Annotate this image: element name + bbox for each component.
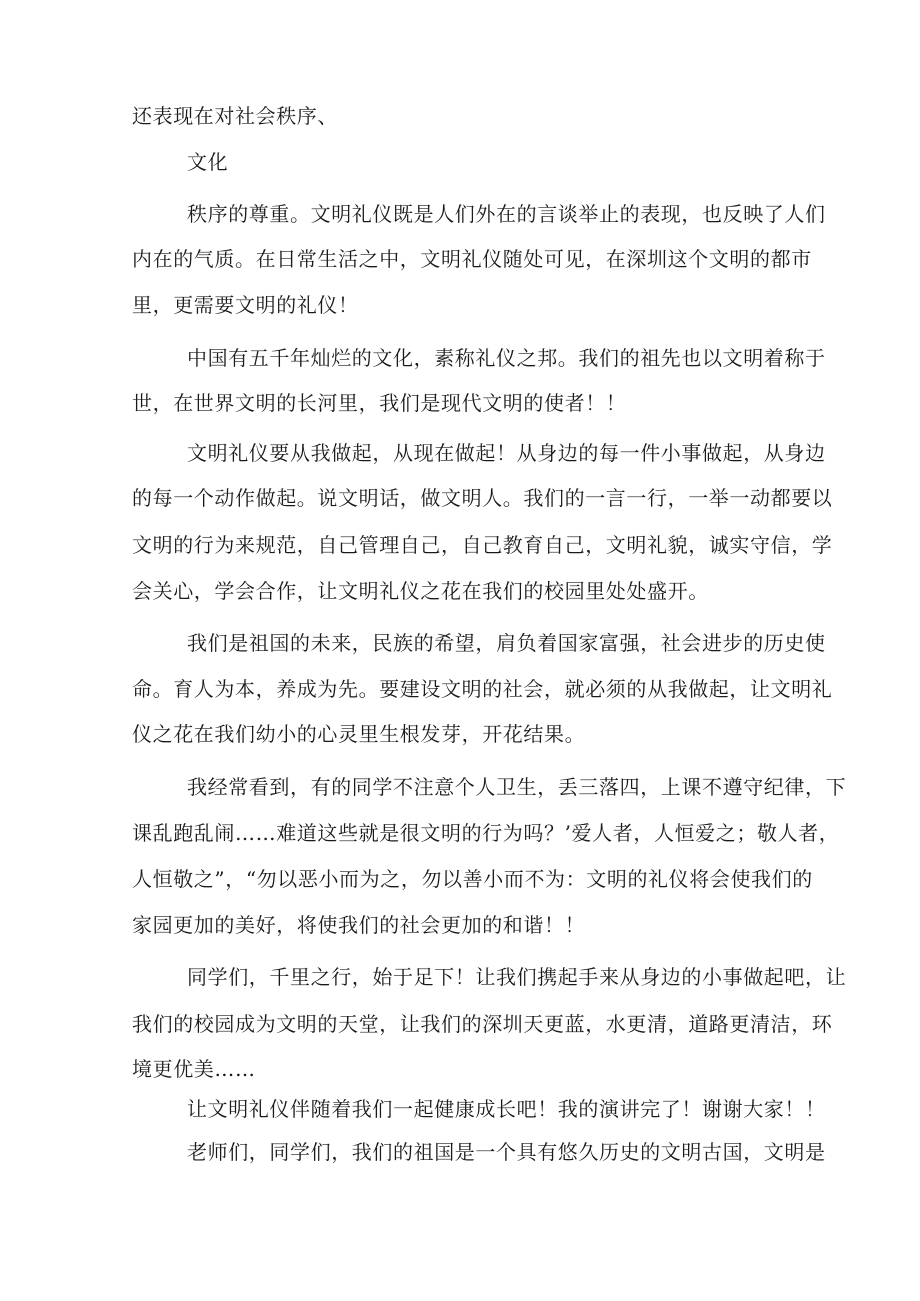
paragraph-line: 我经常看到，有的同学不注意个人卫生，丢三落四，上课不遵守纪律，下 [187, 775, 847, 799]
text-line: 还表现在对社会秩序、 [132, 104, 338, 128]
paragraph-line: 会关心，学会合作，让文明礼仪之花在我们的校园里处处盛开。 [132, 579, 709, 603]
paragraph-line: 课乱跑乱闹……难道这些就是很文明的行为吗？’爱人者，人恒爱之；敬人者， [132, 821, 840, 845]
paragraph-line: 同学们，千里之行，始于足下！让我们携起手来从身边的小事做起吧，让 [187, 965, 847, 989]
paragraph-line: 中国有五千年灿烂的文化，素称礼仪之邦。我们的祖先也以文明着称于 [187, 346, 826, 370]
paragraph-line: 里，更需要文明的礼仪！ [132, 293, 359, 317]
paragraph-line: 文明的行为来规范，自己管理自己，自己教育自己，文明礼貌，诚实守信，学 [132, 533, 833, 557]
paragraph-line: 我们的校园成为文明的天堂，让我们的深圳天更蓝，水更清，道路更清洁，环 [132, 1012, 833, 1036]
paragraph-line: 我们是祖国的未来，民族的希望，肩负着国家富强，社会进步的历史使 [187, 631, 826, 655]
paragraph-line: 秩序的尊重。文明礼仪既是人们外在的言谈举止的表现，也反映了人们 [187, 202, 826, 226]
paragraph-line: 的每一个动作做起。说文明话，做文明人。我们的一言一行，一举一动都要以 [132, 486, 833, 510]
paragraph-line: 仪之花在我们幼小的心灵里生根发芽，开花结果。 [132, 722, 586, 746]
text-line: 文化 [187, 150, 229, 174]
paragraph-line: 境更优美…… [132, 1057, 256, 1081]
paragraph-line: 人恒敬之”，“勿以恶小而为之，勿以善小而不为：文明的礼仪将会使我们的 [132, 867, 813, 891]
paragraph-line: 老师们，同学们，我们的祖国是一个具有悠久历史的文明古国，文明是 [187, 1140, 826, 1164]
paragraph-line: 家园更加的美好，将使我们的社会更加的和谐！！ [132, 913, 586, 937]
paragraph-line: 命。育人为本，养成为先。要建设文明的社会，就必须的从我做起，让文明礼 [132, 677, 833, 701]
paragraph-line: 世，在世界文明的长河里，我们是现代文明的使者！！ [132, 391, 627, 415]
paragraph-line: 内在的气质。在日常生活之中，文明礼仪随处可见，在深圳这个文明的都市 [132, 247, 812, 271]
paragraph-line: 文明礼仪要从我做起，从现在做起！从身边的每一件小事做起，从身边 [187, 441, 826, 465]
paragraph-line: 让文明礼仪伴随着我们一起健康成长吧！我的演讲完了！谢谢大家！！ [187, 1097, 826, 1121]
